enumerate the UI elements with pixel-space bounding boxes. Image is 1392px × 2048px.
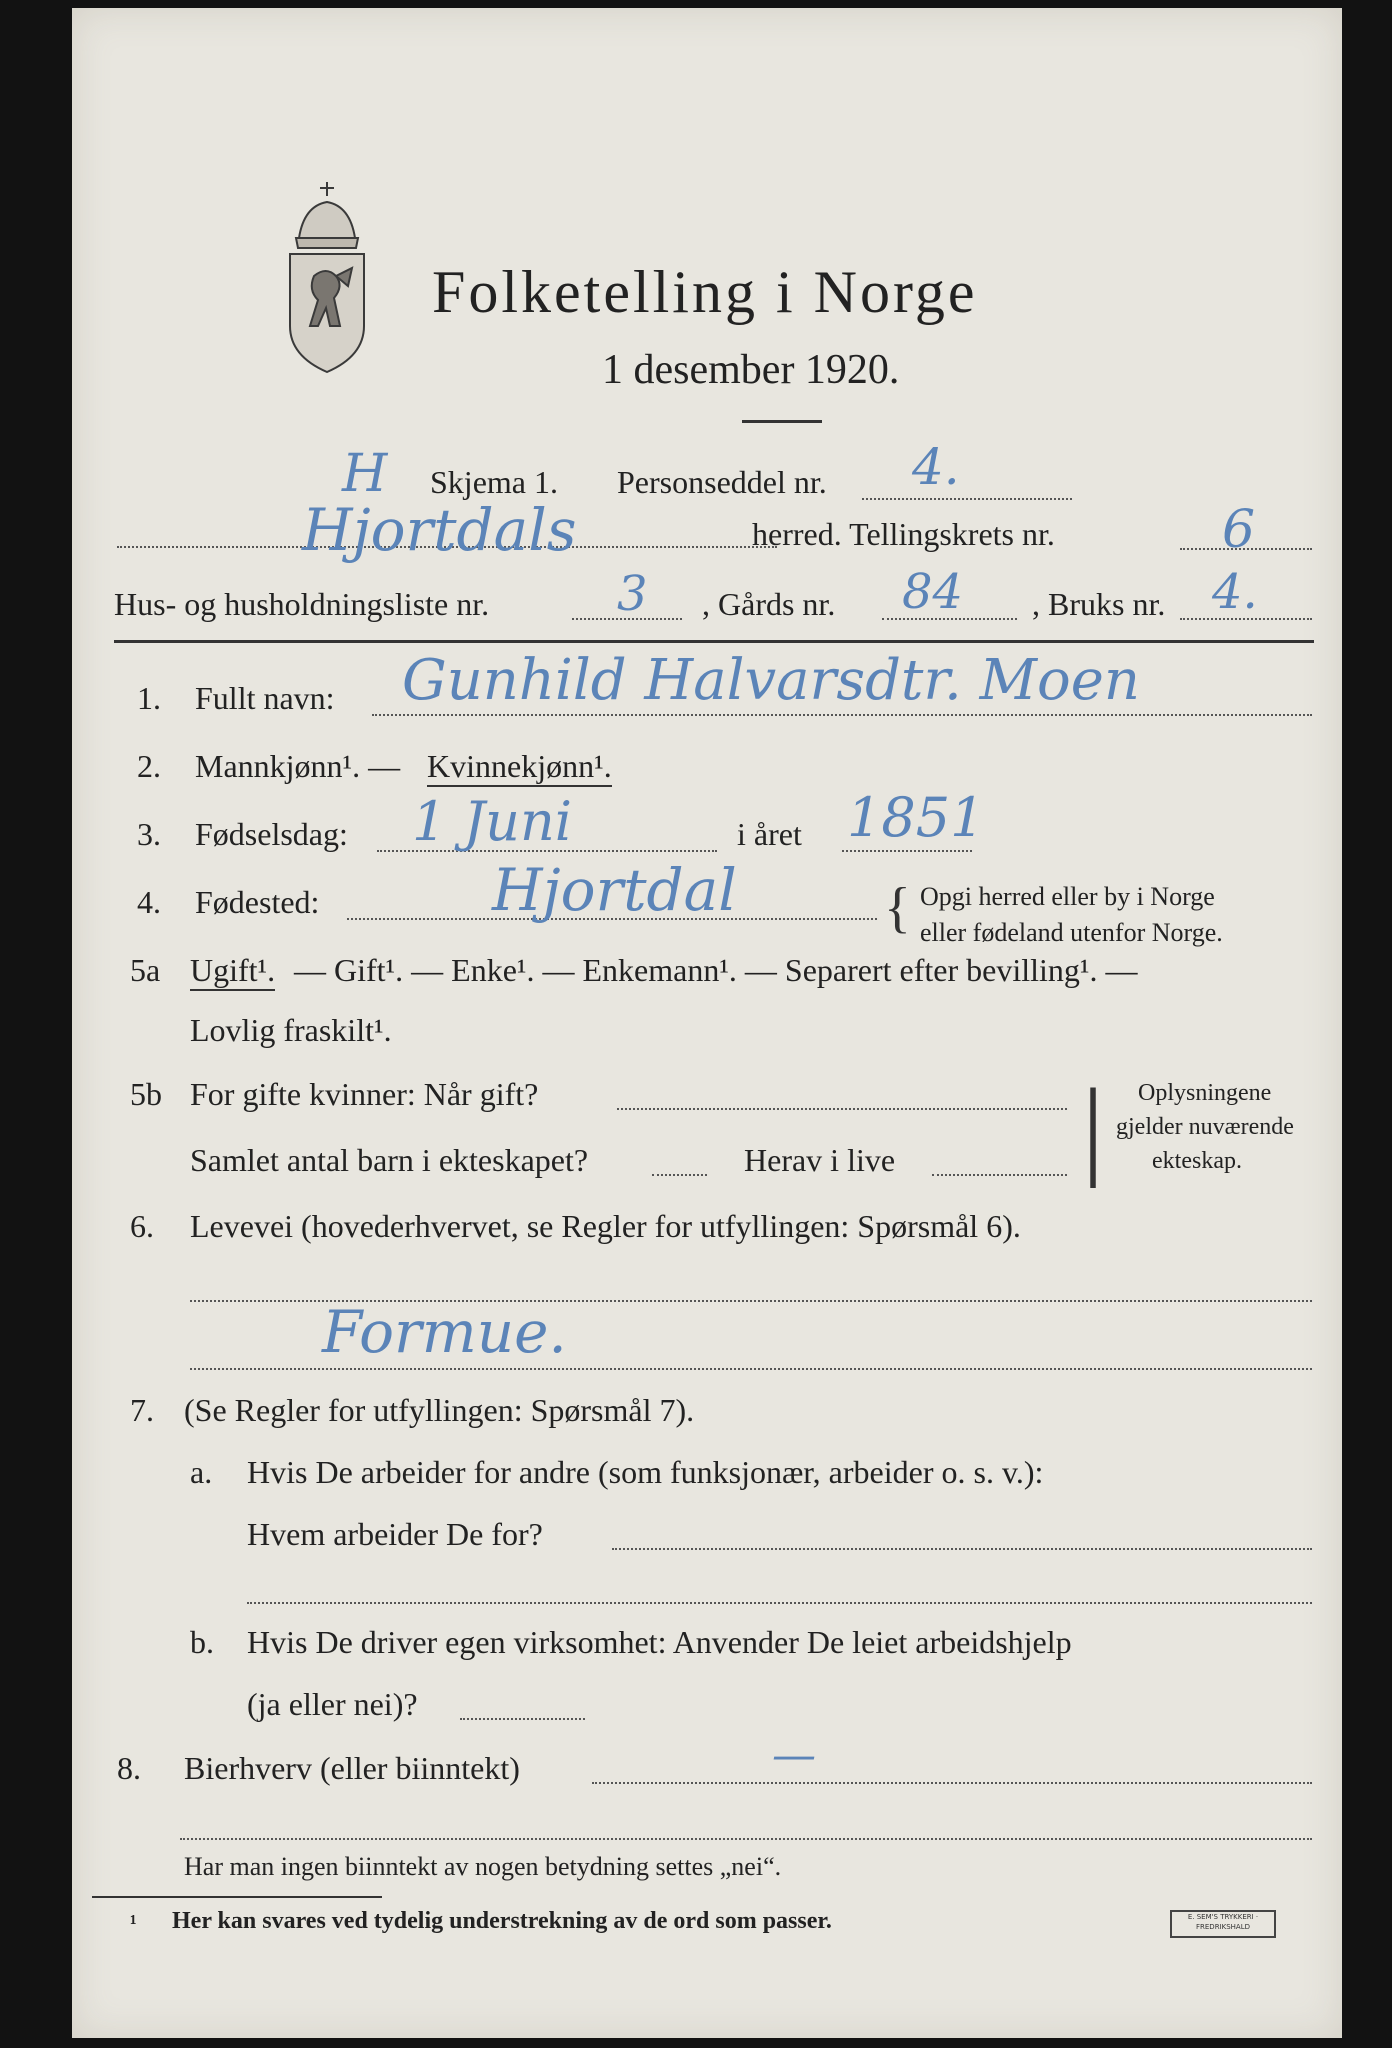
- q8-line2: [180, 1838, 1312, 1840]
- herred-value: Hjortdals: [302, 496, 577, 564]
- census-form-page: [72, 8, 1342, 2038]
- q6-number: 6.: [130, 1208, 154, 1244]
- q2-number: 2.: [137, 748, 161, 784]
- q1-label: Fullt navn:: [195, 680, 335, 716]
- q5b-label-naar-gift: For gifte kvinner: Når gift?: [190, 1076, 539, 1112]
- q7a-label2: Hvem arbeider De for?: [247, 1516, 543, 1552]
- q7b-line: [460, 1718, 585, 1720]
- q7b-label1: Hvis De driver egen virksomhet: Anvender De leiet arbeidshjelp: [247, 1624, 1072, 1660]
- q7b-label2: (ja eller nei)?: [247, 1686, 418, 1722]
- q8-note: Har man ingen biinntekt av nogen betydning settes „nei“.: [184, 1852, 782, 1881]
- personseddel-line: [862, 498, 1072, 500]
- q4-note-brace: {: [884, 877, 911, 939]
- schema-label: Skjema 1.: [430, 464, 558, 500]
- q3-year-value: 1851: [847, 786, 985, 849]
- q5b-note-line1: Oplysningene: [1138, 1080, 1272, 1106]
- footnote-separator: [92, 1896, 382, 1898]
- q1-value: Gunhild Halvarsdtr. Moen: [402, 648, 1140, 713]
- q4-number: 4.: [137, 884, 161, 920]
- footnote-text: Her kan svares ved tydelig understrekning av de ord som passer.: [172, 1908, 832, 1934]
- q5b-note-line3: ekteskap.: [1152, 1148, 1242, 1174]
- hus-label: Hus- og husholdningsliste nr.: [114, 586, 490, 622]
- q4-value: Hjortdal: [492, 856, 737, 924]
- q2-female-option-underlined: Kvinnekjønn¹.: [427, 748, 612, 787]
- q5b-note-line2: gjelder nuværende: [1116, 1114, 1294, 1140]
- gards-value: 84: [902, 564, 964, 620]
- q5b-antal-barn-line: [652, 1174, 707, 1176]
- personseddel-label: Personseddel nr.: [617, 464, 827, 500]
- q6-line2: [190, 1368, 1312, 1370]
- q8-value: —: [772, 1730, 816, 1781]
- q8-line1: [592, 1782, 1312, 1784]
- schema-prefix-handwritten: H: [342, 444, 388, 504]
- q6-label: Levevei (hovederhvervet, se Regler for utfyllingen: Spørsmål 6).: [190, 1208, 1021, 1244]
- herred-label: herred. Tellingskrets nr.: [752, 516, 1055, 552]
- q7a-number: a.: [190, 1454, 213, 1490]
- q7a-label1: Hvis De arbeider for andre (som funksjonær, arbeider o. s. v.):: [247, 1454, 1044, 1490]
- personseddel-value: 4.: [912, 438, 960, 496]
- q5b-note-brace: |: [1082, 1066, 1105, 1188]
- q7a-line1: [612, 1548, 1312, 1550]
- tellingskrets-value: 6: [1222, 500, 1256, 560]
- q8-number: 8.: [117, 1750, 141, 1786]
- q1-number: 1.: [137, 680, 161, 716]
- q5b-label-herav-i-live: Herav i live: [744, 1142, 896, 1178]
- bruks-label: , Bruks nr.: [1032, 586, 1166, 622]
- norwegian-coat-of-arms-icon: [274, 176, 380, 376]
- title-divider: [742, 420, 822, 423]
- q7a-line2: [247, 1602, 1312, 1604]
- form-title: Folketelling i Norge: [432, 259, 978, 325]
- printer-stamp: E. SEM'S TRYKKERI · FREDRIKSHALD: [1170, 1910, 1276, 1938]
- q4-note-line1: Opgi herred eller by i Norge: [920, 882, 1215, 911]
- bruks-value: 4.: [1212, 564, 1258, 620]
- q1-line: [372, 714, 1312, 716]
- q5a-option-fraskilt: Lovlig fraskilt¹.: [190, 1012, 392, 1048]
- q3-value: 1 Juni: [412, 790, 572, 853]
- q5a-options: — Gift¹. — Enke¹. — Enkemann¹. — Separert efter bevilling¹. —: [294, 952, 1138, 988]
- q5b-label-antal-barn: Samlet antal barn i ekteskapet?: [190, 1142, 589, 1178]
- q4-note-line2: eller fødeland utenfor Norge.: [920, 918, 1223, 947]
- q3-number: 3.: [137, 816, 161, 852]
- gards-label: , Gårds nr.: [702, 586, 836, 622]
- q2-male-option: Mannkjønn¹. —: [195, 748, 401, 784]
- q7b-number: b.: [190, 1624, 214, 1660]
- form-date: 1 desember 1920.: [602, 347, 900, 393]
- q3-label: Fødselsdag:: [195, 816, 348, 852]
- q5b-herav-line: [932, 1174, 1067, 1176]
- footnote-mark: ¹: [130, 1910, 137, 1935]
- q3-year-label: i året: [737, 816, 802, 852]
- q4-label: Fødested:: [195, 884, 320, 920]
- header-separator: [114, 640, 1314, 643]
- hus-value: 3: [617, 566, 648, 622]
- q7-label: (Se Regler for utfyllingen: Spørsmål 7).: [184, 1392, 695, 1428]
- q5a-ugift-underlined: Ugift¹.: [190, 952, 275, 991]
- q5b-number: 5b: [130, 1076, 162, 1112]
- q7-number: 7.: [130, 1392, 154, 1428]
- q8-label: Bierhverv (eller biinntekt): [184, 1750, 520, 1786]
- q6-value: Formue.: [322, 1298, 567, 1366]
- q3-year-line: [842, 850, 972, 852]
- q5a-number: 5a: [130, 952, 161, 988]
- q5b-naar-gift-line: [617, 1108, 1067, 1110]
